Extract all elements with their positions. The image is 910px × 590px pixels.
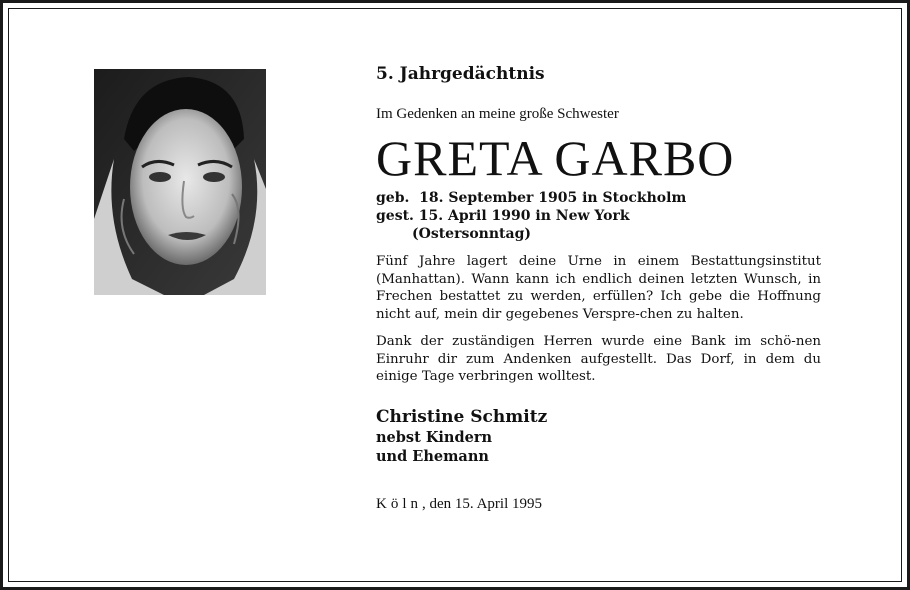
city: Köln	[376, 495, 422, 512]
date: , den 15. April 1995	[422, 495, 542, 512]
signature-block	[376, 406, 821, 466]
intro-line: Im Gedenken an meine große Schwester	[376, 106, 619, 122]
signer-family-1: nebst Kindern	[376, 428, 493, 446]
death-line: gest. 15. April 1990 in New York	[376, 208, 630, 224]
anniversary-heading: 5. Jahrgedächtnis	[376, 64, 545, 84]
death-note: (Ostersonntag)	[412, 226, 531, 242]
signer-name: Christine Schmitz	[376, 406, 548, 427]
deceased-name: GRETA GARBO	[376, 130, 735, 186]
life-dates	[376, 189, 821, 243]
birth-line: geb. 18. September 1905 in Stockholm	[376, 190, 687, 206]
portrait-photo	[94, 69, 266, 295]
paragraph-bench: Dank der zuständigen Herren wurde eine Bank im schö-nen Einruhr dir zum Andenken aufgestellt. Das Dorf, in dem du einige Tage verbringen wolltest.	[376, 334, 821, 384]
place-date	[376, 496, 821, 513]
notice-content	[376, 58, 821, 513]
paragraph-urn: Fünf Jahre lagert deine Urne in einem Bestattungsinstitut (Manhattan). Wann kann ich endlich deinen letzten Wunsch, in Frechen bestattet zu werden, erfüllen? Ich gebe die Hoffnung nicht auf, mein dir gegebenes Verspre-chen zu halten.	[376, 254, 821, 322]
signer-family-2: und Ehemann	[376, 447, 489, 465]
